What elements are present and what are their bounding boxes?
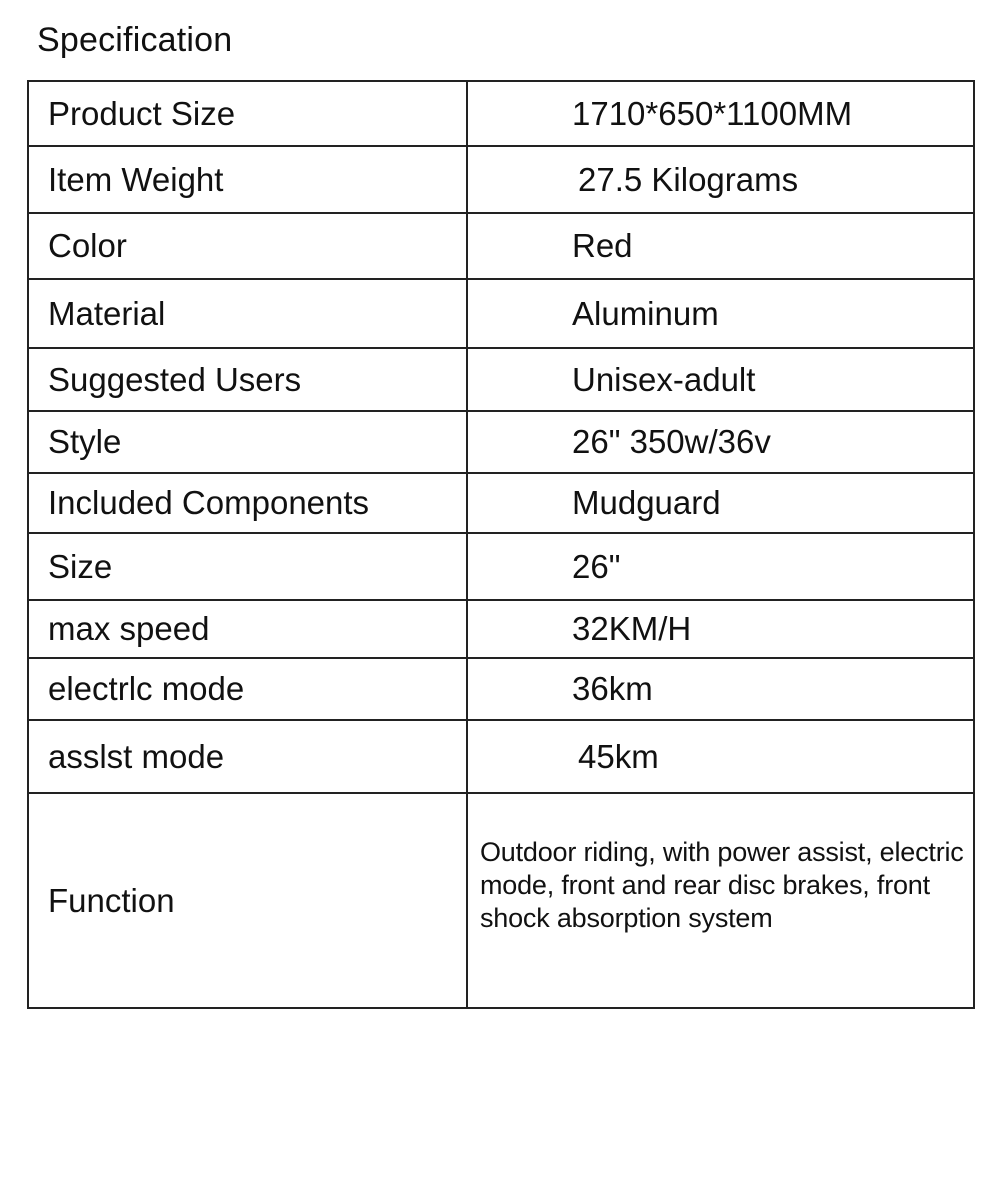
spec-label: Material: [28, 279, 467, 348]
spec-label: Size: [28, 533, 467, 600]
spec-value: 32KM/H: [467, 600, 974, 658]
spec-label: Suggested Users: [28, 348, 467, 411]
table-row: [28, 146, 974, 213]
spec-value: 36km: [467, 658, 974, 720]
table-row-function: [28, 793, 974, 1008]
table-row: [28, 600, 974, 658]
spec-label: electrlc mode: [28, 658, 467, 720]
table-row: [28, 658, 974, 720]
spec-value: 26" 350w/36v: [467, 411, 974, 473]
table-row: [28, 213, 974, 279]
spec-value: Red: [467, 213, 974, 279]
table-row: [28, 533, 974, 600]
spec-label: Item Weight: [28, 146, 467, 213]
spec-value: Aluminum: [467, 279, 974, 348]
table-row: [28, 81, 974, 146]
table-row: [28, 720, 974, 793]
page-title: Specification: [37, 21, 233, 59]
spec-label: max speed: [28, 600, 467, 658]
spec-value: 45km: [467, 720, 974, 793]
function-value: [467, 793, 974, 1008]
table-row: [28, 473, 974, 533]
specification-table: [27, 80, 975, 1009]
spec-label: Product Size: [28, 81, 467, 146]
table-row: [28, 348, 974, 411]
spec-value: Unisex-adult: [467, 348, 974, 411]
spec-label: asslst mode: [28, 720, 467, 793]
table-row: [28, 279, 974, 348]
function-text: Outdoor riding, with power assist, electric mode, front and rear disc brakes, front shock absorption system: [480, 837, 964, 933]
spec-value: 27.5 Kilograms: [467, 146, 974, 213]
table-row: [28, 411, 974, 473]
spec-value: 1710*650*1100MM: [467, 81, 974, 146]
spec-label: Included Components: [28, 473, 467, 533]
spec-value: Mudguard: [467, 473, 974, 533]
spec-label: Color: [28, 213, 467, 279]
function-label: Function: [28, 793, 467, 1008]
spec-value: 26": [467, 533, 974, 600]
spec-label: Style: [28, 411, 467, 473]
